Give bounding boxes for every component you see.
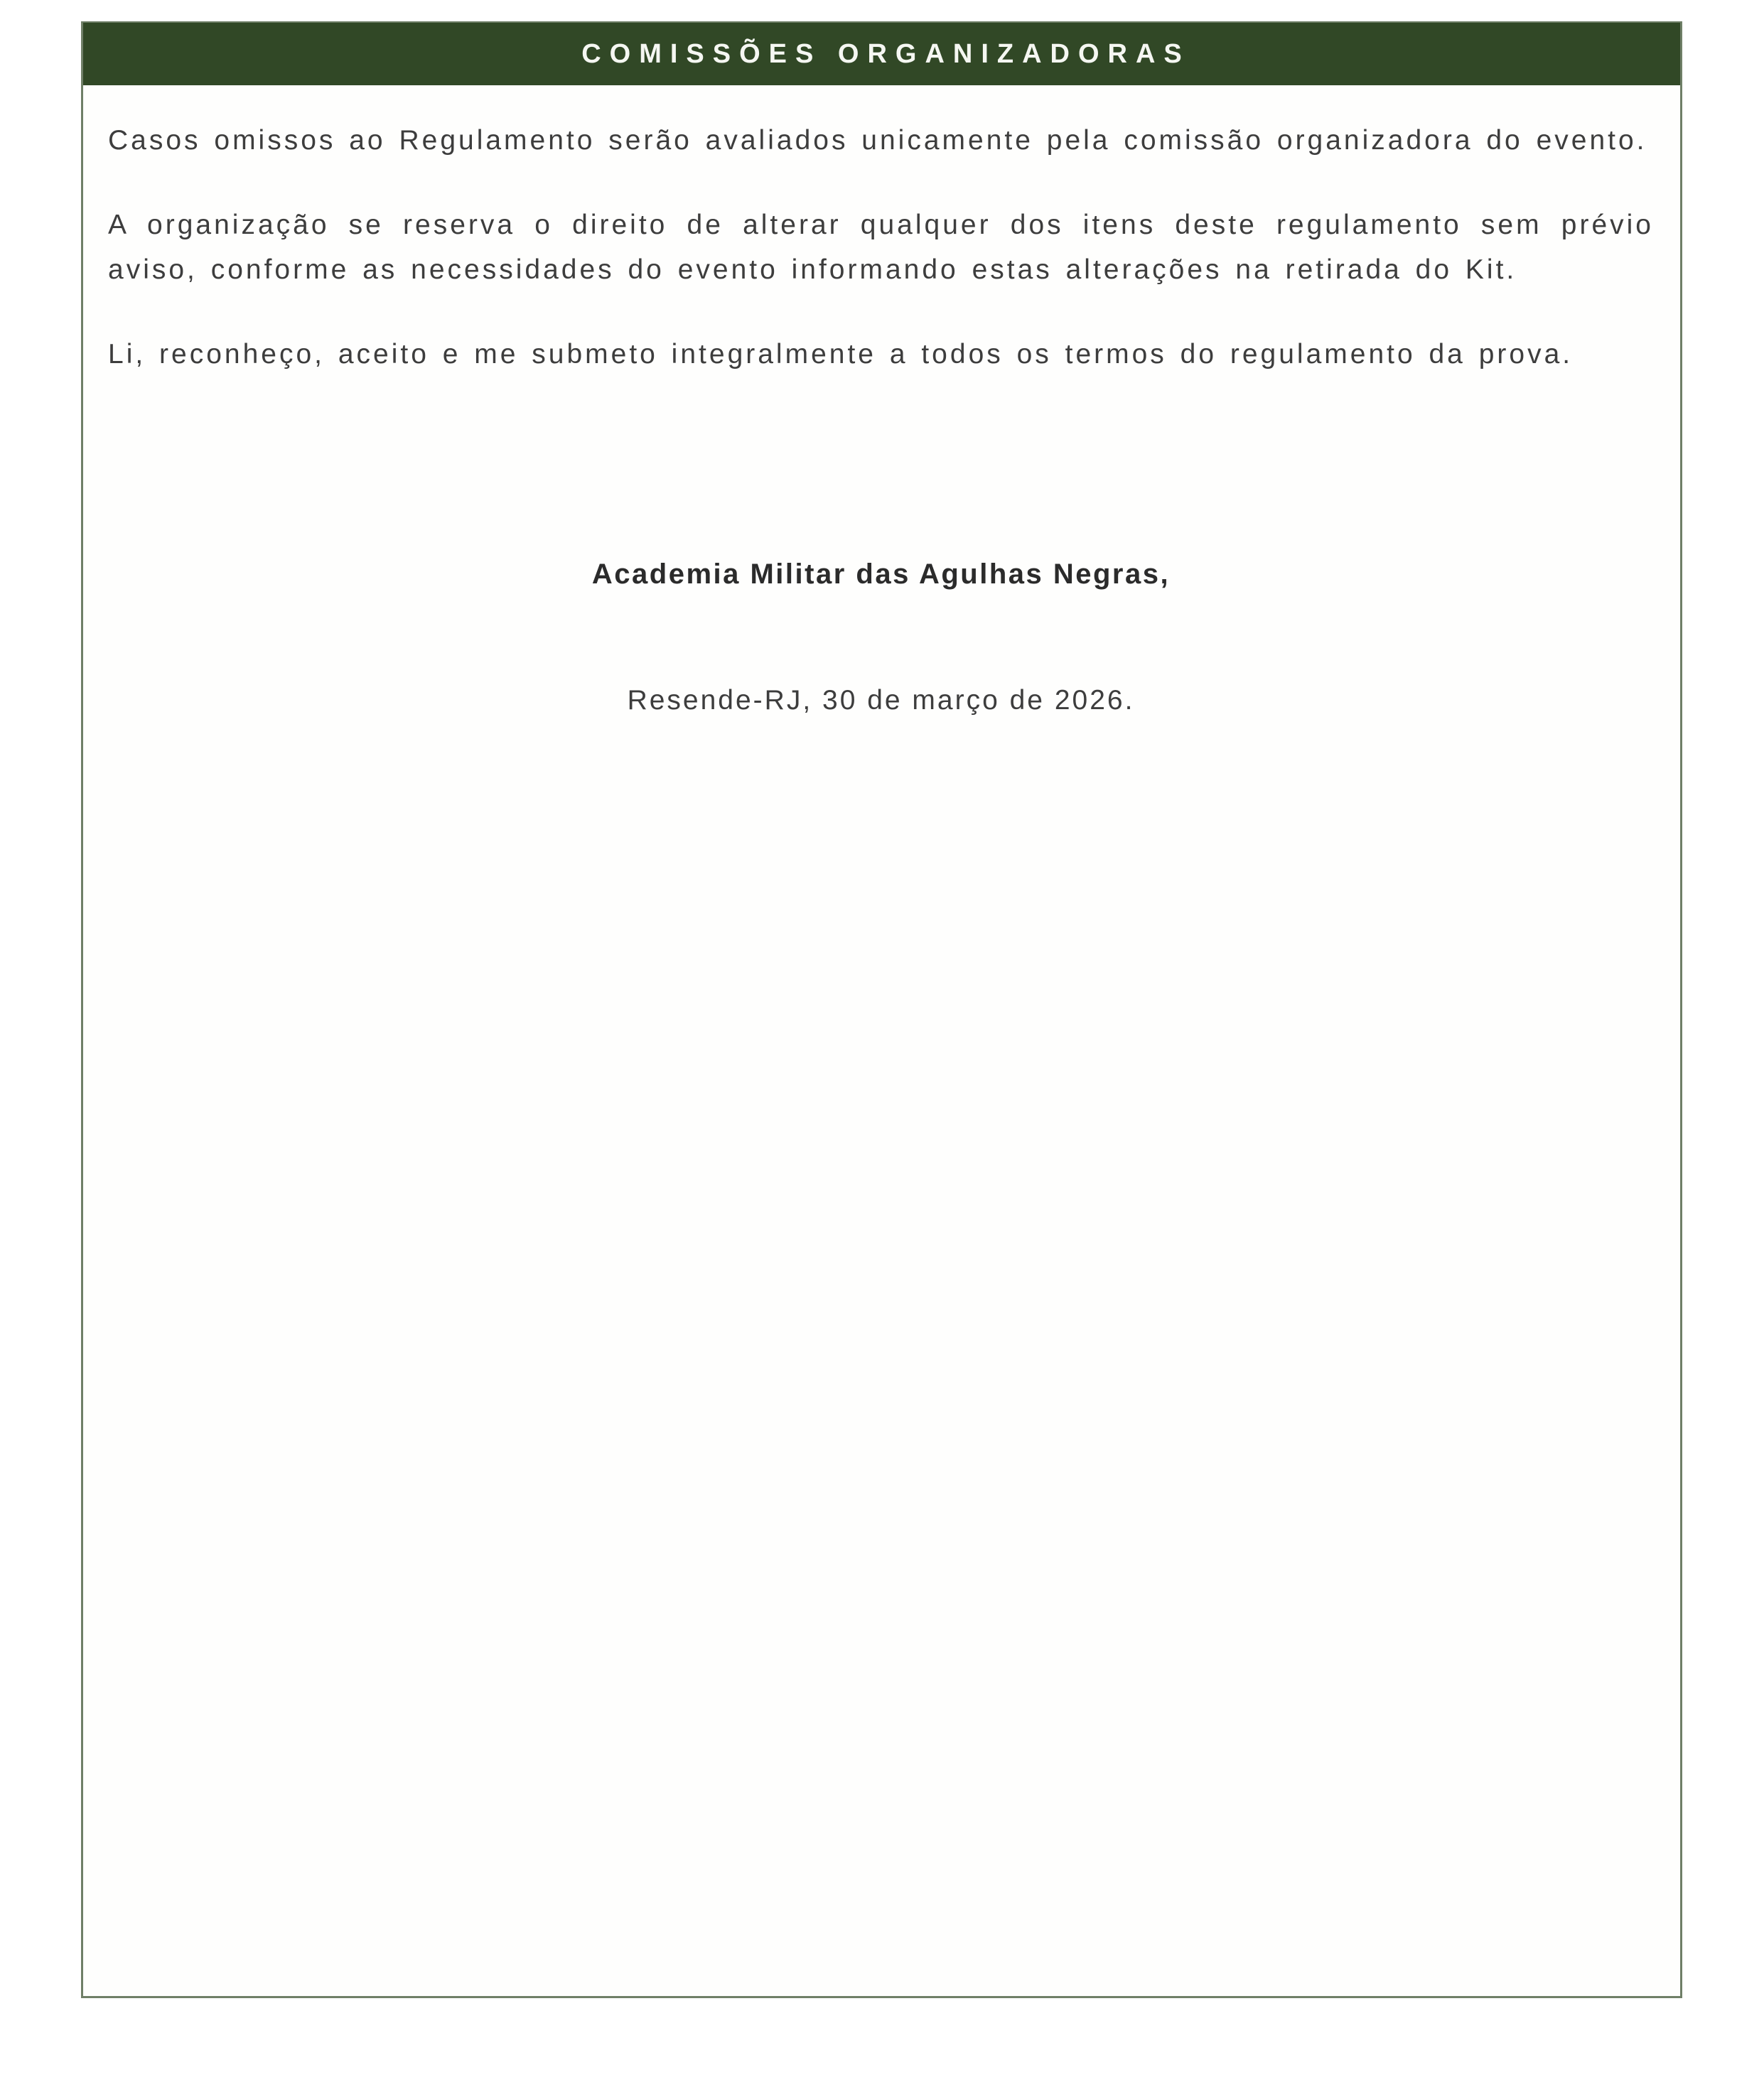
- signature-block: [108, 552, 1654, 723]
- document-body: [83, 85, 1680, 723]
- paragraph-organization-rights: A organização se reserva o direito de alterar qualquer dos itens deste regulamento sem prévio aviso, conforme as necessidades do evento informando estas alterações na retirada do Kit.: [108, 210, 1654, 285]
- regulation-document-box: [81, 21, 1682, 1998]
- paragraph-acceptance-statement: Li, reconheço, aceito e me submeto integralmente a todos os termos do regulamento da prova.: [108, 339, 1574, 370]
- place-and-date-line: Resende-RJ, 30 de março de 2026.: [627, 685, 1135, 716]
- institution-name: Academia Militar das Agulhas Negras,: [591, 559, 1171, 590]
- section-header-bar: [83, 23, 1680, 85]
- paragraph-omitted-cases: Casos omissos ao Regulamento serão avaliados unicamente pela comissão organizadora do evento.: [108, 125, 1647, 156]
- section-title: COMISSÕES ORGANIZADORAS: [581, 38, 1190, 69]
